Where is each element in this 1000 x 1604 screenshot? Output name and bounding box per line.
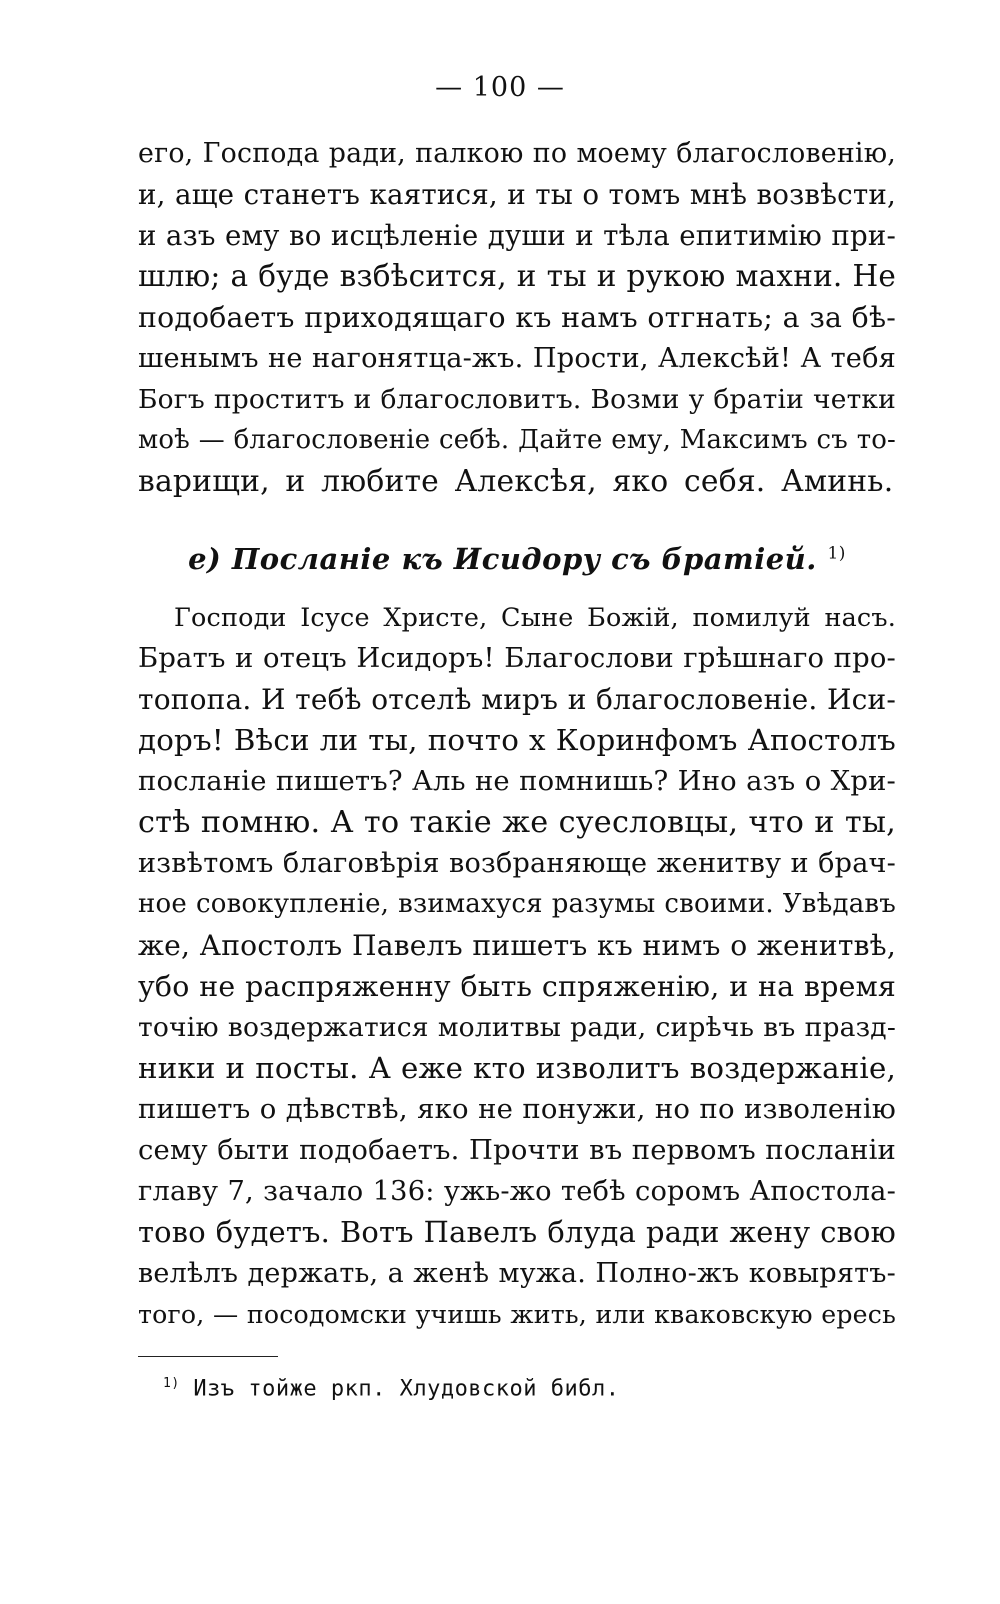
text-line: ники и посты. А еже кто изволитъ воздержаніе, (138, 1051, 896, 1085)
text-line: Господи Ісусе Христе, Сыне Божій, помилуй насъ. (174, 602, 896, 632)
paragraph-continued (138, 133, 896, 502)
text-line: велѣлъ держать, а женѣ мужа. Полно-жъ ковырятъ- (138, 1258, 896, 1289)
text-line: убо не распряженну быть спряженію, и на время (138, 970, 896, 1003)
text-line: стѣ помню. А то такіе же суесловцы, что и ты, (138, 805, 896, 840)
footnote-mark: 1) (163, 1376, 180, 1391)
text-line: его, Господа ради, палкою по моему благословенію, (138, 138, 896, 169)
text-line: варищи, и любите Алексѣя, яко себя. Аминь. (138, 464, 894, 499)
footnote (163, 1376, 620, 1401)
text-line: пишетъ о дѣвствѣ, яко не понужи, но по изволенію (138, 1093, 896, 1125)
footnote-reference[interactable]: 1) (827, 543, 846, 564)
text-line: Богъ проститъ и благословитъ. Возми у братіи четки (138, 384, 896, 415)
text-line: посланіе пишетъ? Аль не помнишь? Ино азъ о Хри- (138, 766, 896, 797)
section-heading (138, 542, 896, 576)
text-line: ное совокупленіе, взимахуся разумы своими. Увѣдавъ (138, 889, 896, 919)
page-number: — 100 — (435, 72, 565, 103)
text-line: тово будетъ. Вотъ Павелъ блуда ради жену свою (138, 1215, 896, 1249)
text-line: моѣ — благословеніе себѣ. Дайте ему, Максимъ съ то- (138, 425, 896, 455)
text-line: извѣтомъ благовѣрія возбраняюще женитву и брач- (138, 848, 896, 879)
text-line: точію воздержатися молитвы ради, сирѣчь въ празд- (138, 1012, 896, 1043)
text-line: подобаетъ приходящаго къ намъ отгнать; а за бѣ- (138, 301, 896, 334)
text-line: сему быти подобаетъ. Прочти въ первомъ посланіи (138, 1135, 896, 1166)
text-line: Братъ и отецъ Исидоръ! Благослови грѣшнаго про- (138, 643, 896, 674)
text-line: главу 7, зачало 136: ужь-жо тебѣ соромъ Апостола- (138, 1176, 896, 1207)
text-line: топопа. И тебѣ отселѣ миръ и благословеніе. Иси- (138, 683, 896, 716)
paragraph-letter (138, 597, 896, 1335)
footnote-divider (138, 1356, 278, 1357)
text-line: доръ! Вѣси ли ты, почто х Коринфомъ Апостолъ (138, 723, 896, 757)
footnote-text: Изъ тойже ркп. Хлудовской библ. (193, 1376, 620, 1402)
text-line: и азъ ему во исцѣленіе души и тѣла епитимію при- (138, 219, 896, 252)
text-line: и, аще станетъ каятися, и ты о томъ мнѣ возвѣсти, (138, 178, 896, 211)
text-line: того, — посодомски учишь жить, или кваковскую ересь (138, 1300, 896, 1329)
text-line: шенымъ не нагонятца-жъ. Прости, Алексѣй! А тебя (138, 343, 896, 374)
section-heading-text: е) Посланіе къ Исидору съ братіей. (188, 542, 817, 576)
text-line: же, Апостолъ Павелъ пишетъ къ нимъ о женитвѣ, (138, 929, 896, 962)
text-line: шлю; а буде взбѣсится, и ты и рукою махни. Не (138, 259, 896, 293)
